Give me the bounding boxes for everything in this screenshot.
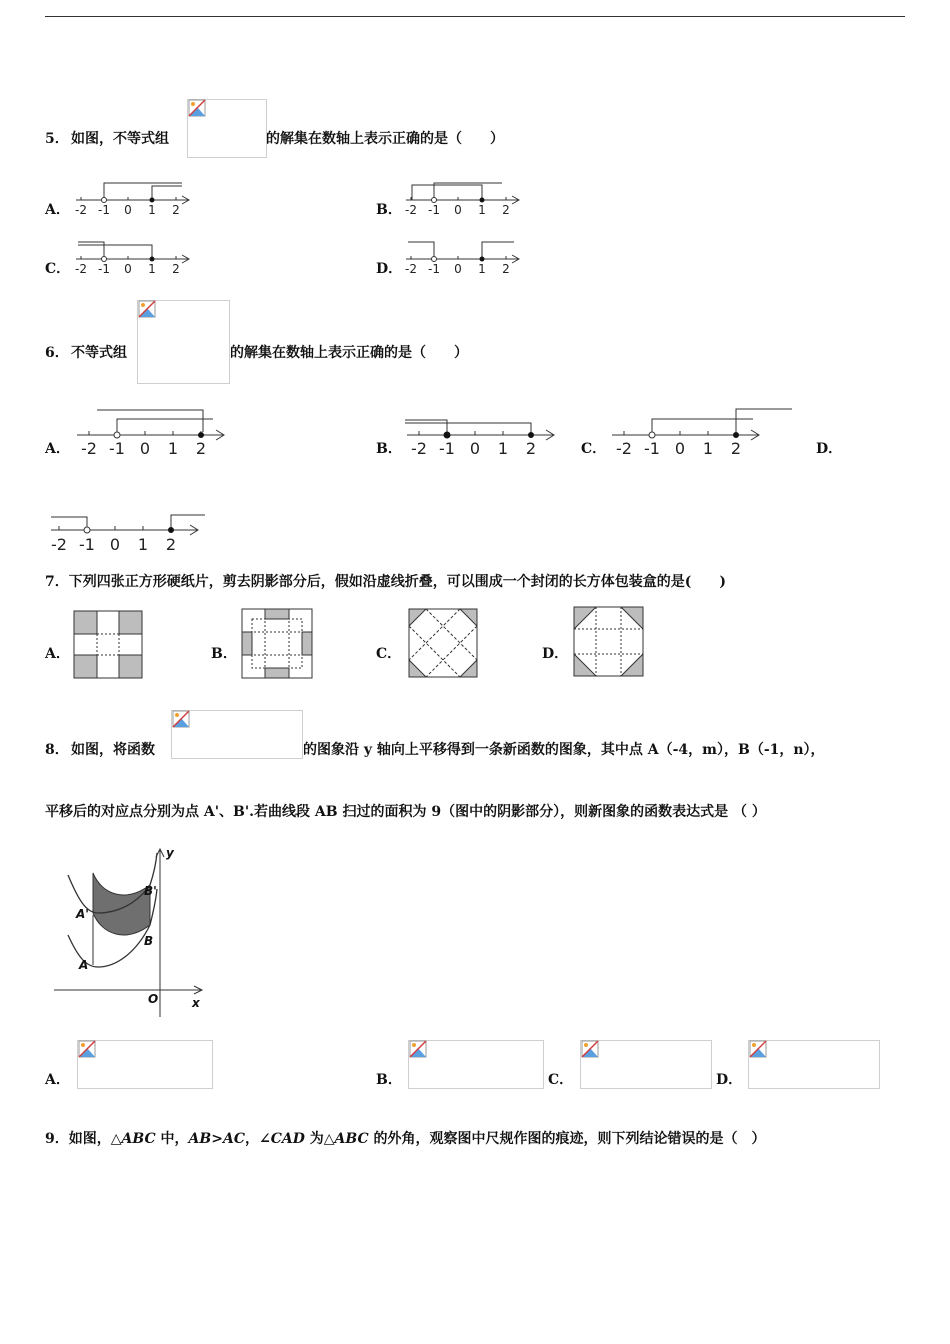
tick-label: 0 — [124, 262, 132, 276]
origin-label: O — [148, 992, 159, 1006]
x-axis-label: x — [192, 996, 200, 1010]
q9-part: > — [211, 1131, 223, 1147]
q8-option-a-image — [77, 1040, 213, 1089]
tick-label: 2 — [172, 203, 180, 217]
tick-label: 1 — [478, 203, 486, 217]
broken-image-icon — [78, 1040, 96, 1058]
tick-label: 0 — [124, 203, 132, 217]
q6-formula-image — [137, 300, 230, 384]
q5-option-b-numberline — [402, 180, 524, 218]
q9-var: CAD — [270, 1131, 305, 1147]
tick-label: -1 — [428, 203, 440, 217]
tick-label: -1 — [439, 439, 455, 458]
q6-number: 6． — [45, 345, 69, 361]
q6-text-after: 的解集在数轴上表示正确的是（ ） — [230, 345, 468, 361]
point-b-prime-label: B' — [144, 884, 157, 898]
q9-var: ABC — [334, 1131, 369, 1147]
tick-label: -1 — [644, 439, 660, 458]
tick-label: 1 — [497, 439, 509, 458]
q5-formula-image — [187, 99, 267, 158]
tick-label: -2 — [75, 262, 87, 276]
q5-number: 5． — [45, 131, 69, 147]
tick-label: -2 — [411, 439, 427, 458]
tick-label: -2 — [616, 439, 632, 458]
tick-label: 2 — [502, 262, 510, 276]
tick-label: 1 — [148, 262, 156, 276]
q9-var: AC — [222, 1131, 245, 1147]
q7-option-c-figure — [408, 608, 480, 680]
tick-label: 2 — [172, 262, 180, 276]
tick-label: -1 — [428, 262, 440, 276]
q9-var: AB — [188, 1131, 212, 1147]
q6-option-a-numberline — [73, 407, 229, 459]
tick-label: 0 — [454, 262, 462, 276]
point-a-prime-label: A' — [76, 907, 89, 921]
tick-label: -2 — [51, 535, 67, 553]
point-a-label: A — [79, 958, 89, 972]
q6-option-c-label: C． — [581, 441, 607, 457]
q8-option-b-image — [408, 1040, 544, 1089]
tick-label: 1 — [478, 262, 486, 276]
q8-option-a-label: A． — [45, 1072, 70, 1088]
q8-number: 8． — [45, 742, 69, 758]
tick-label: 2 — [195, 439, 207, 458]
q7-option-b-figure — [241, 608, 315, 680]
q8-option-d-label: D． — [716, 1072, 743, 1088]
q8-graph — [50, 843, 210, 1021]
q6-option-b-numberline — [403, 407, 559, 459]
q7-option-a-figure — [73, 610, 145, 680]
q9-part: 的外角，观察图中尺规作图的痕迹，则下列结论错误的是（ ） — [368, 1131, 766, 1147]
q7-option-b-label: B． — [211, 646, 237, 662]
tick-label: 2 — [502, 203, 510, 217]
q5-option-c-label: C． — [45, 261, 71, 277]
broken-image-icon — [172, 710, 190, 728]
broken-image-icon — [188, 99, 206, 117]
q5-text-after: 的解集在数轴上表示正确的是（ ） — [266, 131, 504, 147]
tick-label: -2 — [405, 203, 417, 217]
tick-label: -1 — [98, 262, 110, 276]
q9-part: 为△ — [304, 1131, 335, 1147]
q6-option-a-label: A． — [45, 441, 70, 457]
q5-option-a-label: A． — [45, 202, 70, 218]
broken-image-icon — [749, 1040, 767, 1058]
header-rule — [45, 16, 905, 17]
tick-label: 0 — [469, 439, 481, 458]
q8-text-line2: 平移后的对应点分别为点 A'、B'.若曲线段 AB 扫过的面积为 9（图中的阴影部分），则新图象的函数表达式是 （ ） — [45, 804, 766, 820]
q6-option-d-numberline — [47, 511, 207, 553]
tick-label: -2 — [81, 439, 97, 458]
tick-label: 1 — [167, 439, 179, 458]
q5-option-b-label: B． — [376, 202, 402, 218]
tick-label: 0 — [139, 439, 151, 458]
q9-var: ABC — [121, 1131, 156, 1147]
q7-option-c-label: C． — [376, 646, 402, 662]
tick-label: 2 — [165, 535, 177, 553]
q7-text: 7．下列四张正方形硬纸片，剪去阴影部分后，假如沿虚线折叠，可以围成一个封闭的长方体包装盒的是( ) — [45, 574, 726, 590]
q9-part: ，∠ — [244, 1131, 271, 1147]
q7-option-d-figure — [573, 606, 645, 678]
tick-label: -2 — [405, 262, 417, 276]
broken-image-icon — [581, 1040, 599, 1058]
point-b-label: B — [144, 934, 154, 948]
tick-label: 1 — [702, 439, 714, 458]
broken-image-icon — [409, 1040, 427, 1058]
q7-option-a-label: A． — [45, 646, 70, 662]
q8-option-c-label: C． — [548, 1072, 574, 1088]
q7-option-d-label: D． — [542, 646, 569, 662]
q6-option-b-label: B． — [376, 441, 402, 457]
tick-label: 1 — [137, 535, 149, 553]
q5-option-d-numberline — [402, 239, 524, 277]
tick-label: 0 — [454, 203, 462, 217]
q5-text-before: 如图，不等式组 — [71, 131, 169, 147]
q8-text-after: 的图象沿 y 轴向上平移得到一条新函数的图象，其中点 A（-4，m），B（-1，n）， — [303, 742, 825, 758]
q8-option-b-label: B． — [376, 1072, 402, 1088]
y-axis-label: y — [166, 846, 174, 860]
q6-text-before: 不等式组 — [71, 345, 127, 361]
q5-option-d-label: D． — [376, 261, 403, 277]
q6-option-c-numberline — [608, 407, 798, 459]
tick-label: 0 — [674, 439, 686, 458]
q8-option-d-image — [748, 1040, 880, 1089]
tick-label: -1 — [79, 535, 95, 553]
q9-part: 如图，△ — [68, 1131, 122, 1147]
q8-function-image — [171, 710, 303, 759]
q8-option-c-image — [580, 1040, 712, 1089]
q9-text — [45, 1128, 765, 1148]
tick-label: -2 — [75, 203, 87, 217]
tick-label: 0 — [109, 535, 121, 553]
tick-label: -1 — [109, 439, 125, 458]
tick-label: 1 — [148, 203, 156, 217]
q9-part: 中， — [155, 1131, 189, 1147]
q6-option-d-label: D． — [816, 441, 843, 457]
q5-option-a-numberline — [72, 180, 194, 218]
broken-image-icon — [138, 300, 156, 318]
tick-label: 2 — [730, 439, 742, 458]
tick-label: -1 — [98, 203, 110, 217]
q5-option-c-numberline — [72, 239, 194, 277]
q8-text-before: 如图，将函数 — [71, 742, 155, 758]
q9-number: 9． — [45, 1131, 69, 1147]
tick-label: 2 — [525, 439, 537, 458]
